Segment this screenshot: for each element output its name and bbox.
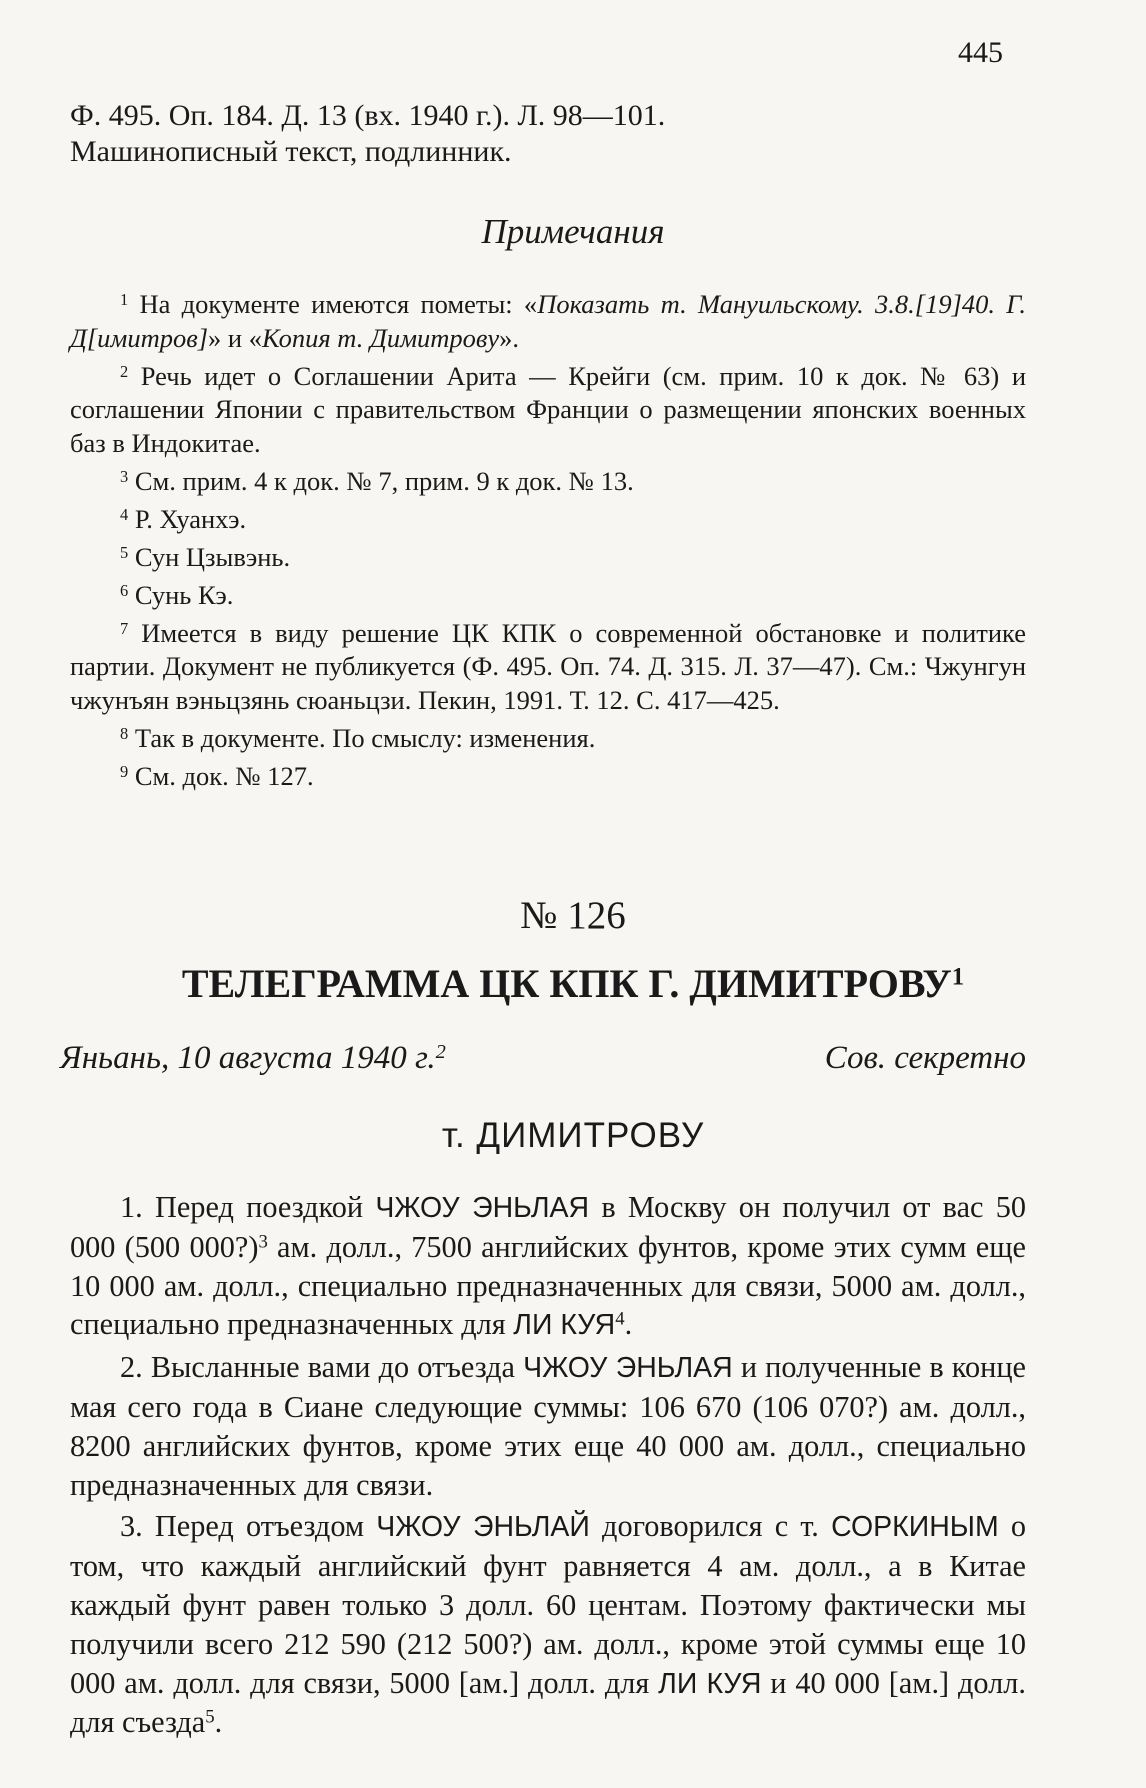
note: $^5$ Сун Цзывэнь. [120, 541, 291, 572]
note-number: 2 [120, 361, 129, 381]
note: $^2$ Речь идет о Соглашении Арита — Крейги (см. прим. 10 к док. № 63) и соглашении Японии с правительством Франции о размещении японских военных баз в Индокитае. [70, 360, 1027, 458]
note: $^1$ На документе имеются пометы: «Показать т. Мануильскому. 3.8.[19]40. Г. Д[имитров]» и «Копия т. Димитрову». [70, 289, 1026, 353]
source-line: Ф. 495. Оп. 184. Д. 13 (вх. 1940 г.). Л. 98—101. [70, 99, 666, 132]
footnote-ref: 5 [205, 1706, 215, 1728]
archival-source [70, 98, 1026, 170]
source-line: Машинописный текст, подлинник. [70, 135, 512, 168]
addressee: т. ДИМИТРОВУ [441, 1116, 705, 1155]
paragraph: 1. Перед поездкой ЧЖОУ ЭНЬЛАЯ в Москву он получил от вас 50 000 (500 000?)$^3$ ам. долл., 7500 английских фунтов, кроме этих сумм еще 10 000 ам. долл., специально предназначенных для связи, 5000 ам. долл., специально предназначенных для ЛИ КУЯ$^4$. [70, 1190, 1027, 1342]
note-number: 5 [120, 542, 129, 562]
note-number: 9 [120, 761, 129, 781]
classification-mark: Сов. секретно [824, 1040, 1026, 1076]
note-number: 4 [120, 504, 129, 524]
note: $^8$ Так в документе. По смыслу: изменения. [120, 722, 596, 753]
page-number: 445 [958, 36, 1003, 69]
note: $^6$ Сунь Кэ. [120, 579, 234, 610]
footnote-ref: 3 [258, 1231, 268, 1253]
place-date: Яньань, 10 августа 1940 г.$^2$ [60, 1040, 446, 1076]
note: $^3$ См. прим. 4 к док. № 7, прим. 9 к док. № 13. [120, 465, 634, 496]
note-number: 6 [120, 580, 129, 600]
notes-list [70, 288, 1026, 798]
document-number: № 126 [520, 894, 626, 937]
paragraph: 2. Высланные вами до отъезда ЧЖОУ ЭНЬЛАЯ и полученные в конце мая сего года в Сиане следующие суммы: 106 670 (106 070?) ам. долл., 8200 английских фунтов, кроме этих еще 40 000 ам. долл., специально предназначенных для связи. [70, 1350, 1026, 1502]
paragraph: 3. Перед отъездом ЧЖОУ ЭНЬЛАЙ договорился с т. СОРКИНЫМ о том, что каждый английский фунт равняется 4 ам. долл., а в Китае каждый фунт равен только 3 долл. 60 центам. Поэтому фактически мы получили всего 212 590 (212 500?) ам. долл., кроме этой суммы еще 10 000 ам. долл. для связи, 5000 [ам.] долл. для ЛИ КУЯ и 40 000 [ам.] долл. для съезда$^5$. [70, 1509, 1026, 1740]
note-number: 8 [120, 723, 129, 743]
note-number: 7 [120, 618, 129, 638]
footnote-ref: 2 [435, 1040, 446, 1063]
note: $^7$ Имеется в виду решение ЦК КПК о современной обстановке и политике партии. Документ не публикуется (Ф. 495. Оп. 74. Д. 315. Л. 37—47). См.: Чжунгун чжунъян вэньцзянь сюаньцзи. Пекин, 1991. Т. 12. С. 417—425. [70, 617, 1026, 715]
footnote-ref: 1 [951, 963, 965, 991]
note: $^9$ См. док. № 127. [120, 760, 314, 791]
telegram-body [70, 1188, 1026, 1745]
notes-heading: Примечания [481, 212, 665, 251]
note-number: 1 [120, 289, 129, 309]
note: $^4$ Р. Хуанхэ. [120, 503, 247, 534]
footnote-ref: 4 [615, 1309, 625, 1330]
document-title: ТЕЛЕГРАММА ЦК КПК Г. ДИМИТРОВУ$^1$ [181, 961, 965, 1006]
note-number: 3 [120, 466, 129, 486]
